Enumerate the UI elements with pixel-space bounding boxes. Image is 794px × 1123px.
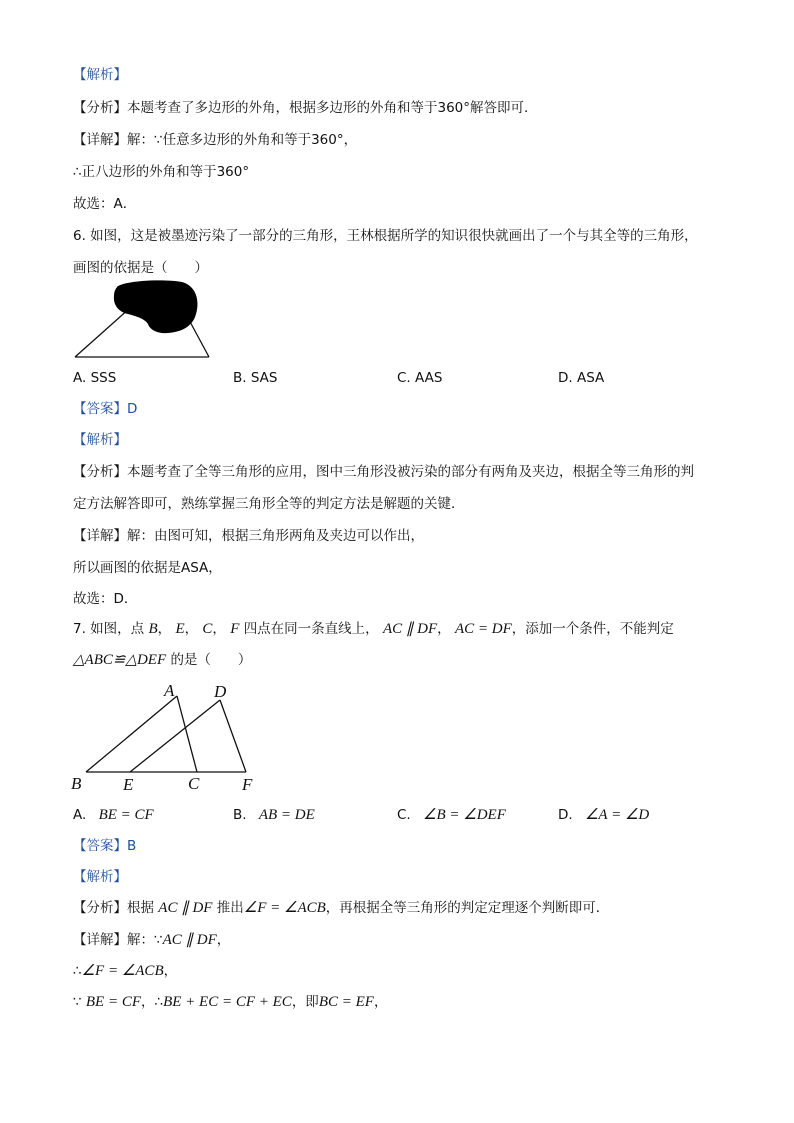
q7-step2-math1: BE = CF: [85, 994, 142, 1010]
q6-choose: 故选：D．: [73, 591, 138, 607]
q7-option-d-letter: D.: [558, 807, 573, 823]
q7-stem-part2: 四点在同一条直线上，: [243, 621, 379, 637]
q7-option-b: [233, 806, 315, 824]
q7-congruence-statement: △ABC≌△DEF: [73, 652, 167, 668]
analysis-tag: 【解析】: [73, 67, 127, 83]
q7-detail-part1: 【详解】解：∵: [73, 932, 163, 948]
q7-option-b-expr: AB = DE: [258, 807, 315, 823]
q6-stem-line2: 画图的依据是（ ）: [73, 260, 208, 276]
q7-answer: 【答案】B: [73, 838, 137, 854]
q7-stem-part1: 7. 如图，点: [73, 621, 145, 637]
q7-option-a-expr: BE = CF: [98, 807, 154, 823]
q7-step2-part3: ，即: [291, 994, 319, 1010]
label-f: F: [242, 775, 253, 794]
q7-option-a-letter: A.: [73, 807, 87, 823]
label-e: E: [123, 775, 134, 794]
q7-analysis-part2: 推出: [216, 900, 244, 916]
q7-detail-part2: ，: [216, 932, 231, 948]
q6-option-b: B. SAS: [233, 370, 278, 386]
q7-detail: [73, 931, 230, 949]
q7-analysis-math2: ∠F = ∠ACB: [243, 900, 326, 916]
q7-option-d-expr: ∠A = ∠D: [584, 807, 650, 823]
segment-ac: [177, 696, 197, 772]
q7-point-f: F: [230, 621, 240, 637]
q7-step2-part4: ，: [373, 994, 388, 1010]
segment-df: [220, 700, 246, 772]
q7-option-c-letter: C.: [397, 807, 411, 823]
q7-figure-triangles: [68, 680, 268, 795]
q7-stem-line1: 7. 如图，点 B， E， C， F 四点在同一条直线上， AC ∥ DF， AC = DF，添加一个条件，不能判定: [73, 621, 674, 637]
triangle-right-side: [188, 318, 209, 357]
q7-step1: [73, 962, 177, 980]
q7-analysis-math1: AC ∥ DF: [158, 900, 213, 916]
q7-option-b-letter: B.: [233, 807, 247, 823]
q5-analysis: 【分析】本题考查了多边形的外角，根据多边形的外角和等于360°解答即可．: [73, 100, 538, 116]
q7-step1-part1: ∴: [73, 963, 82, 979]
triangle-left-side: [75, 308, 130, 357]
q7-step2: [73, 993, 387, 1011]
q7-step1-part2: ，: [163, 963, 178, 979]
q7-condition-parallel: AC ∥ DF: [382, 621, 438, 637]
q5-choose: 故选：A．: [73, 196, 137, 212]
q7-option-c: [397, 806, 506, 824]
q7-option-a: [73, 806, 154, 824]
q7-detail-math1: AC ∥ DF: [162, 932, 217, 948]
q7-step2-math3: BC = EF: [318, 994, 374, 1010]
q7-condition-equal: AC = DF: [454, 621, 512, 637]
q7-step2-part1: ∵: [73, 994, 82, 1010]
q6-analysis-line1: 【分析】本题考查了全等三角形的应用，图中三角形没被污染的部分有两角及夹边，根据全等三角形的判: [73, 464, 694, 480]
q6-step: 所以画图的依据是ASA，: [73, 560, 222, 576]
q6-stem-line1: 6. 如图，这是被墨迹污染了一部分的三角形，王林根据所学的知识很快就画出了一个与其全等的三角形，: [73, 228, 698, 244]
q7-point-e: E: [175, 621, 185, 637]
q7-analysis-tag: 【解析】: [73, 869, 127, 885]
q7-analysis: [73, 899, 609, 917]
q7-step2-part2: ，∴: [141, 994, 164, 1010]
ink-blot: [114, 280, 198, 333]
q6-detail: 【详解】解：由图可知，根据三角形两角及夹边可以作出，: [73, 528, 424, 544]
q7-option-c-expr: ∠B = ∠DEF: [423, 807, 506, 823]
label-a: A: [164, 681, 175, 700]
q6-analysis-line2: 定方法解答即可，熟练掌握三角形全等的判定方法是解题的关键．: [73, 496, 465, 512]
q5-detail: 【详解】解：∵任意多边形的外角和等于360°，: [73, 132, 358, 148]
label-d: D: [214, 682, 227, 701]
q6-analysis-tag: 【解析】: [73, 432, 127, 448]
q7-stem-part3: ，添加一个条件，不能判定: [511, 621, 674, 637]
q7-stem-part4: 的是（ ）: [170, 652, 252, 668]
q6-figure-ink-triangle: [70, 278, 220, 362]
segment-de: [130, 700, 220, 772]
q7-point-b: B: [148, 621, 158, 637]
q7-option-d: [558, 806, 649, 824]
q7-analysis-part1: 【分析】根据: [73, 900, 154, 916]
label-b: B: [71, 774, 82, 793]
q6-option-a: A. SSS: [73, 370, 117, 386]
q6-option-c: C. AAS: [397, 370, 443, 386]
segment-ab: [86, 696, 177, 772]
q7-analysis-part3: ，再根据全等三角形的判定定理逐个判断即可．: [325, 900, 610, 916]
q7-step1-math1: ∠F = ∠ACB: [81, 963, 164, 979]
q6-option-d: D. ASA: [558, 370, 605, 386]
q6-answer: 【答案】D: [73, 401, 138, 417]
label-c: C: [188, 774, 200, 793]
q7-step2-math2: BE + EC = CF + EC: [163, 994, 292, 1010]
q5-step: ∴正八边形的外角和等于360°: [73, 164, 250, 180]
q7-point-c: C: [202, 621, 213, 637]
q7-stem-line2: [73, 651, 251, 669]
